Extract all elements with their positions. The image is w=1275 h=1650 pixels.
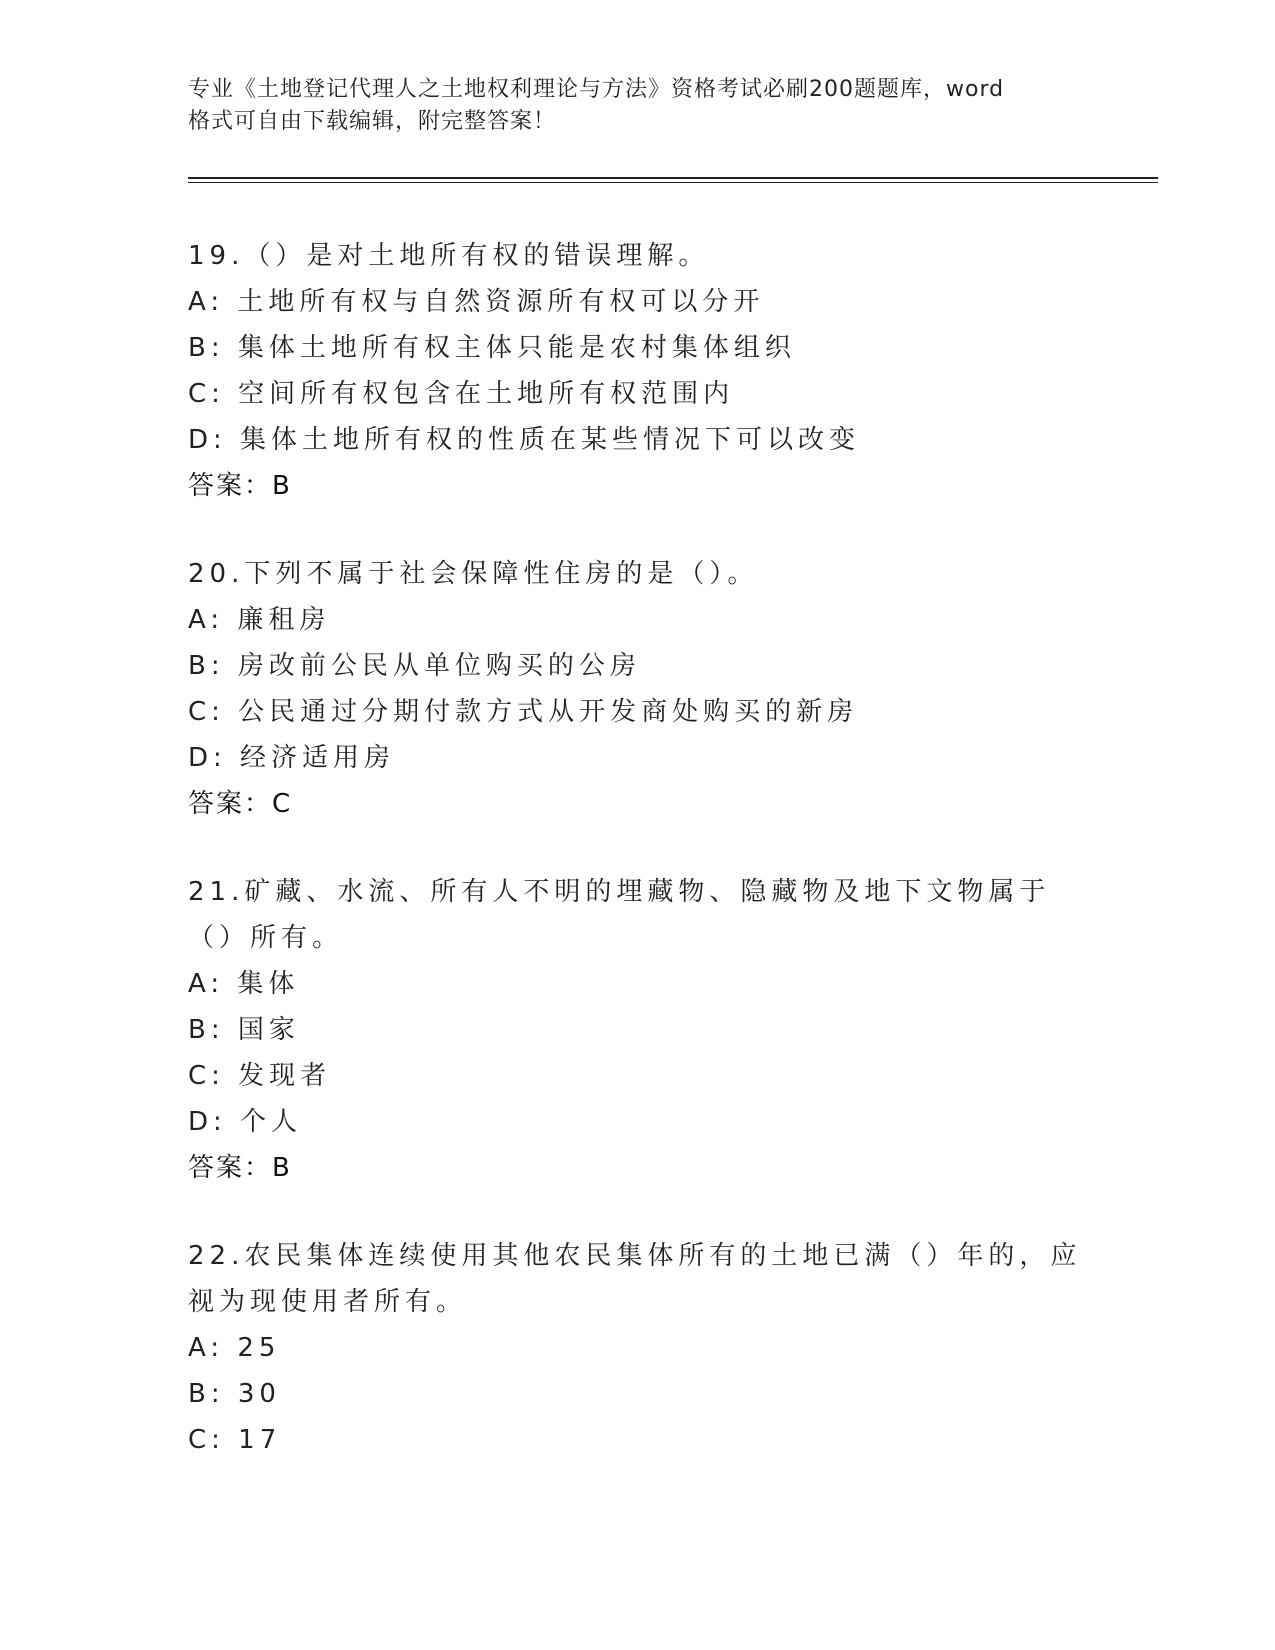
question-22 (188, 1233, 1088, 1463)
option-a: A: 集体 (188, 969, 300, 999)
option-d: D: 经济适用房 (188, 743, 396, 773)
question-stem: 21.矿藏、水流、所有人不明的埋藏物、隐藏物及地下文物属于（）所有。 (188, 877, 1051, 953)
option-b: B: 房改前公民从单位购买的公房 (188, 651, 641, 681)
header-title-line-1: 专业《土地登记代理人之土地权利理论与方法》资格考试必刷200题题库，word (188, 77, 1005, 102)
option-c: C: 17 (188, 1425, 282, 1455)
header-title-line-2: 格式可自由下载编辑，附完整答案！ (188, 109, 557, 134)
question-21 (188, 869, 1088, 1191)
question-stem: 22.农民集体连续使用其他农民集体所有的土地已满（）年的，应视为现使用者所有。 (188, 1241, 1082, 1317)
question-stem: 20.下列不属于社会保障性住房的是（）。 (188, 559, 759, 589)
option-d: D: 个人 (188, 1107, 303, 1137)
option-b: B: 集体土地所有权主体只能是农村集体组织 (188, 333, 796, 363)
option-c: C: 公民通过分期付款方式从开发商处购买的新房 (188, 697, 859, 727)
question-list (188, 233, 1088, 1505)
answer-label: 答案：B (188, 1153, 292, 1183)
option-c: C: 发现者 (188, 1061, 332, 1091)
option-b: B: 国家 (188, 1015, 300, 1045)
option-a: A: 土地所有权与自然资源所有权可以分开 (188, 287, 765, 317)
question-stem: 19.（）是对土地所有权的错误理解。 (188, 241, 710, 271)
option-d: D: 集体土地所有权的性质在某些情况下可以改变 (188, 425, 861, 455)
option-b: B: 30 (188, 1379, 281, 1409)
question-19 (188, 233, 1088, 509)
document-header (188, 74, 1068, 138)
answer-label: 答案：C (188, 789, 293, 819)
option-c: C: 空间所有权包含在土地所有权范围内 (188, 379, 735, 409)
question-20 (188, 551, 1088, 827)
option-a: A: 廉租房 (188, 605, 331, 635)
option-a: A: 25 (188, 1333, 281, 1363)
header-divider (188, 177, 1158, 183)
answer-label: 答案：B (188, 471, 292, 501)
